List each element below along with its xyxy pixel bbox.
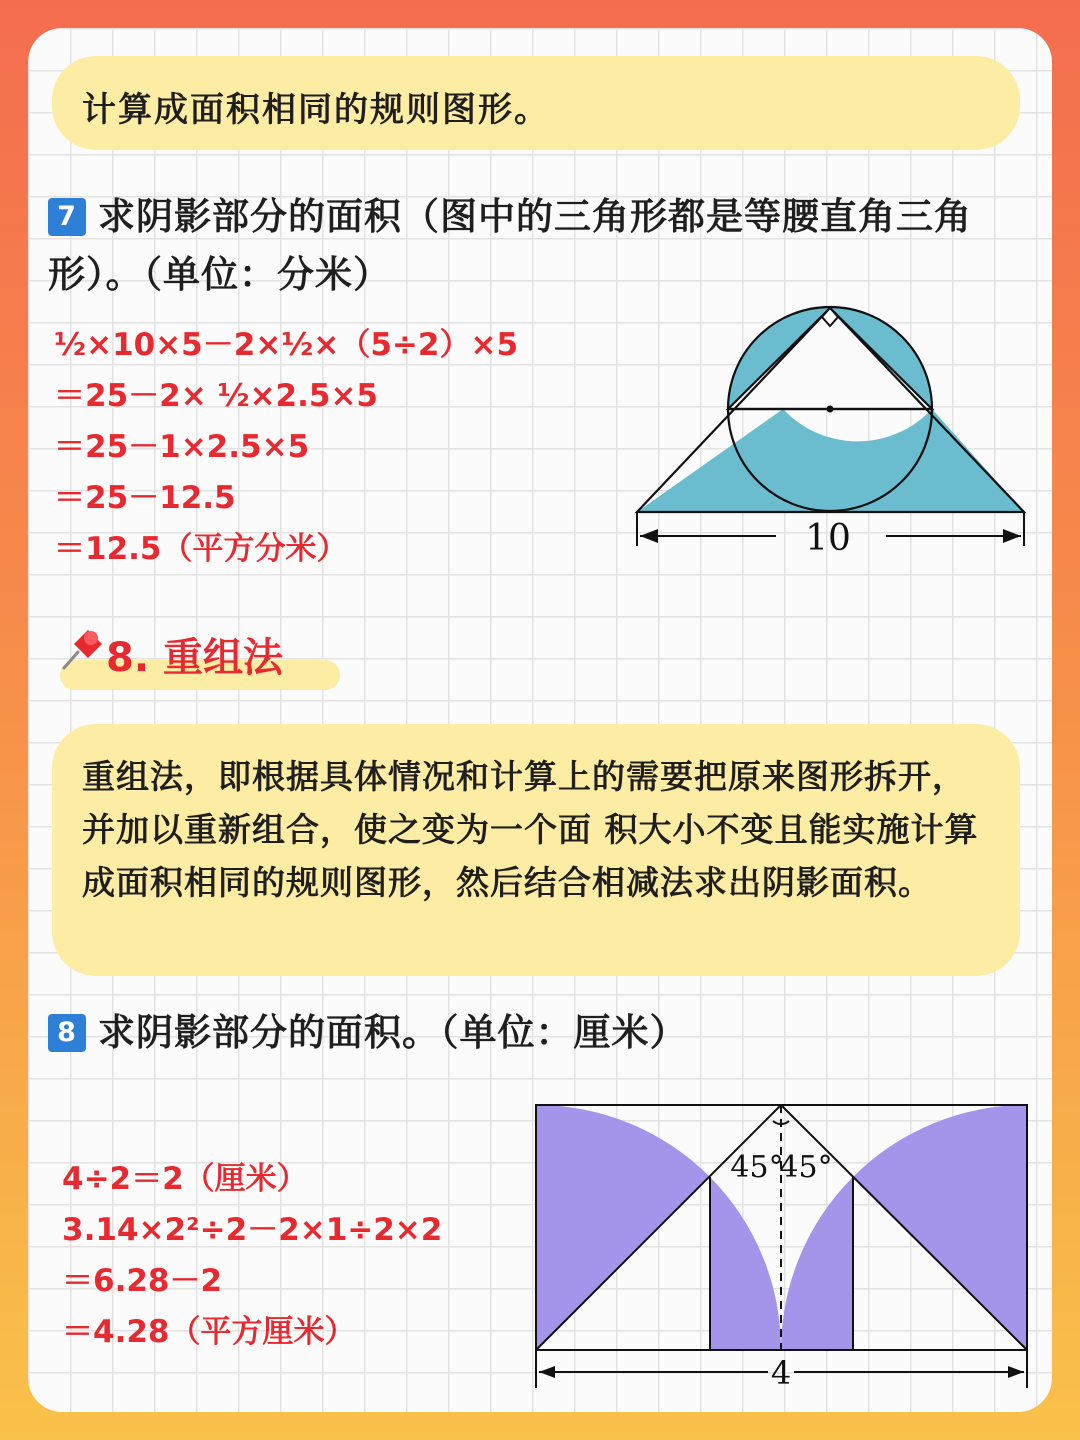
content-card: [28, 28, 1052, 1412]
arrow-head: [539, 1366, 555, 1378]
intro-note: [52, 56, 1020, 150]
solution-line: ＝25－12.5: [54, 480, 236, 516]
method-note-text: 重组法，即根据具体情况和计算上的需要把原来图形拆开，并加以重新组合，使之变为一个面 积大小不变且能实施计算成面积相同的规则图形，然后结合相减法求出阴影面积。: [82, 757, 979, 902]
arrow-head: [1008, 1366, 1024, 1378]
shaded-region: [781, 1177, 853, 1350]
shaded-region: [710, 1177, 781, 1350]
question-8: [48, 1004, 1008, 1062]
solution-line: ＝4.28（平方厘米）: [62, 1314, 356, 1350]
angle-label-right: 45°: [779, 1150, 833, 1185]
solution-line: ＝6.28－2: [62, 1263, 223, 1299]
figure-7-diagram: [628, 298, 1038, 558]
section-8-title-text: 8. 重组法: [106, 635, 283, 681]
solution-line: 3.14×2²÷2－2×1÷2×2: [62, 1212, 443, 1248]
question-7-text: 求阴影部分的面积（图中的三角形都是等腰直角三角形）。（单位：分米）: [48, 195, 972, 296]
solution-7: [54, 320, 518, 575]
base-label: 4: [770, 1354, 792, 1392]
solution-line: ＝12.5（平方分米）: [54, 531, 348, 567]
question-number-badge: 7: [48, 198, 86, 236]
shaded-region: [637, 409, 1024, 512]
solution-line: ＝25－1×2.5×5: [54, 429, 310, 465]
shaded-region: [536, 1105, 710, 1350]
solution-8: [62, 1154, 442, 1358]
section-8-title: [58, 622, 348, 700]
question-8-text: 求阴影部分的面积。（单位：厘米）: [98, 1011, 688, 1054]
base-label: 10: [805, 518, 851, 558]
method-note: [52, 724, 1020, 976]
intro-note-text: 计算成面积相同的规则图形。: [82, 90, 550, 130]
solution-line: ½×10×5－2×½×（5÷2）×5: [54, 327, 519, 363]
shaded-region: [853, 1105, 1027, 1350]
arrow-head: [1003, 529, 1021, 543]
solution-line: ＝25－2× ½×2.5×5: [54, 378, 379, 414]
question-number-badge: 8: [48, 1014, 86, 1052]
solution-line: 4÷2＝2（厘米）: [62, 1161, 308, 1197]
pushpin-icon: [58, 624, 108, 674]
figure-8-diagram: [526, 1096, 1036, 1396]
angle-label-left: 45°: [730, 1150, 784, 1185]
center-dot: [827, 406, 834, 413]
question-7: [48, 188, 1008, 304]
arrow-head: [640, 529, 658, 543]
